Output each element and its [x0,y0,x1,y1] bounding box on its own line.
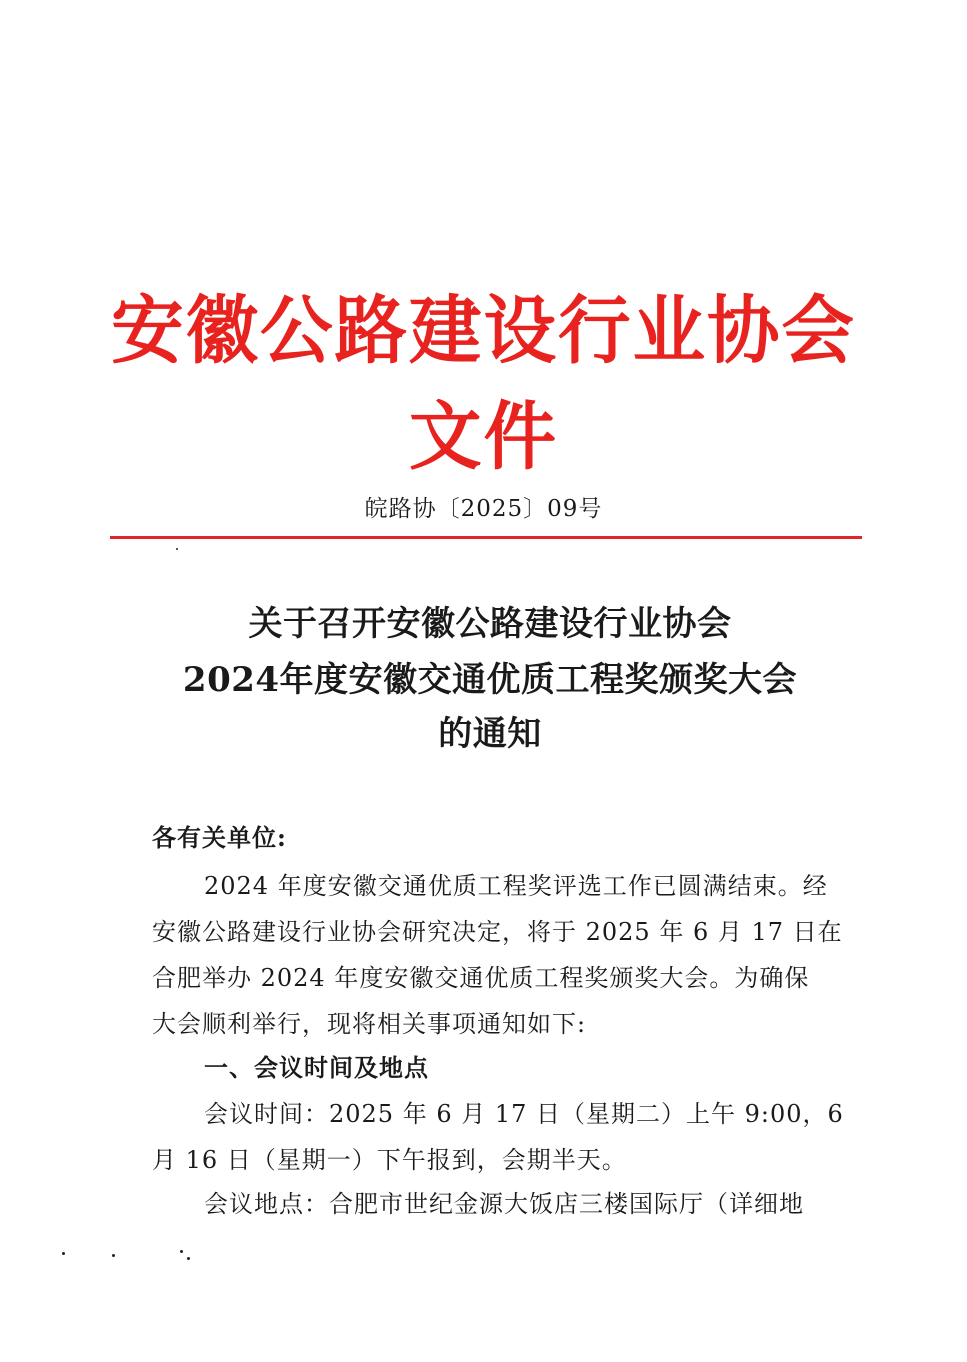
meeting-time-line: 月 16 日（星期一）下午报到，会期半天。 [152,1146,627,1174]
body-paragraph-line: 安徽公路建设行业协会研究决定，将于 2025 年 6 月 17 日在 [152,918,843,946]
meeting-time-line: 会议时间：2025 年 6 月 17 日（星期二）上午 9:00，6 [204,1100,844,1128]
body-paragraph-line: 大会顺利举行，现将相关事项通知如下: [152,1010,587,1038]
scan-speck [62,1252,65,1255]
scan-speck [180,1250,183,1253]
notice-title-line-3: 的通知 [438,714,542,754]
salutation: 各有关单位: [152,823,287,852]
notice-title-line-2: 2024年度安徽交通优质工程奖颁奖大会 [182,660,798,700]
section-heading: 一、会议时间及地点 [204,1053,429,1082]
body-paragraph-line: 合肥举办 2024 年度安徽交通优质工程奖颁奖大会。为确保 [152,964,810,992]
scan-speck [176,548,178,550]
masthead-title: 安徽公路建设行业协会文件 [111,288,856,480]
scan-speck [187,1257,190,1260]
scan-speck [112,1254,115,1257]
red-divider-line [110,536,862,539]
document-number: 皖路协〔2025〕09号 [364,496,603,522]
body-paragraph-line: 2024 年度安徽交通优质工程奖评选工作已圆满结束。经 [204,872,828,900]
meeting-place-line: 会议地点：合肥市世纪金源大饭店三楼国际厅（详细地 [204,1190,804,1218]
notice-title-line-1: 关于召开安徽公路建设行业协会 [248,604,732,644]
